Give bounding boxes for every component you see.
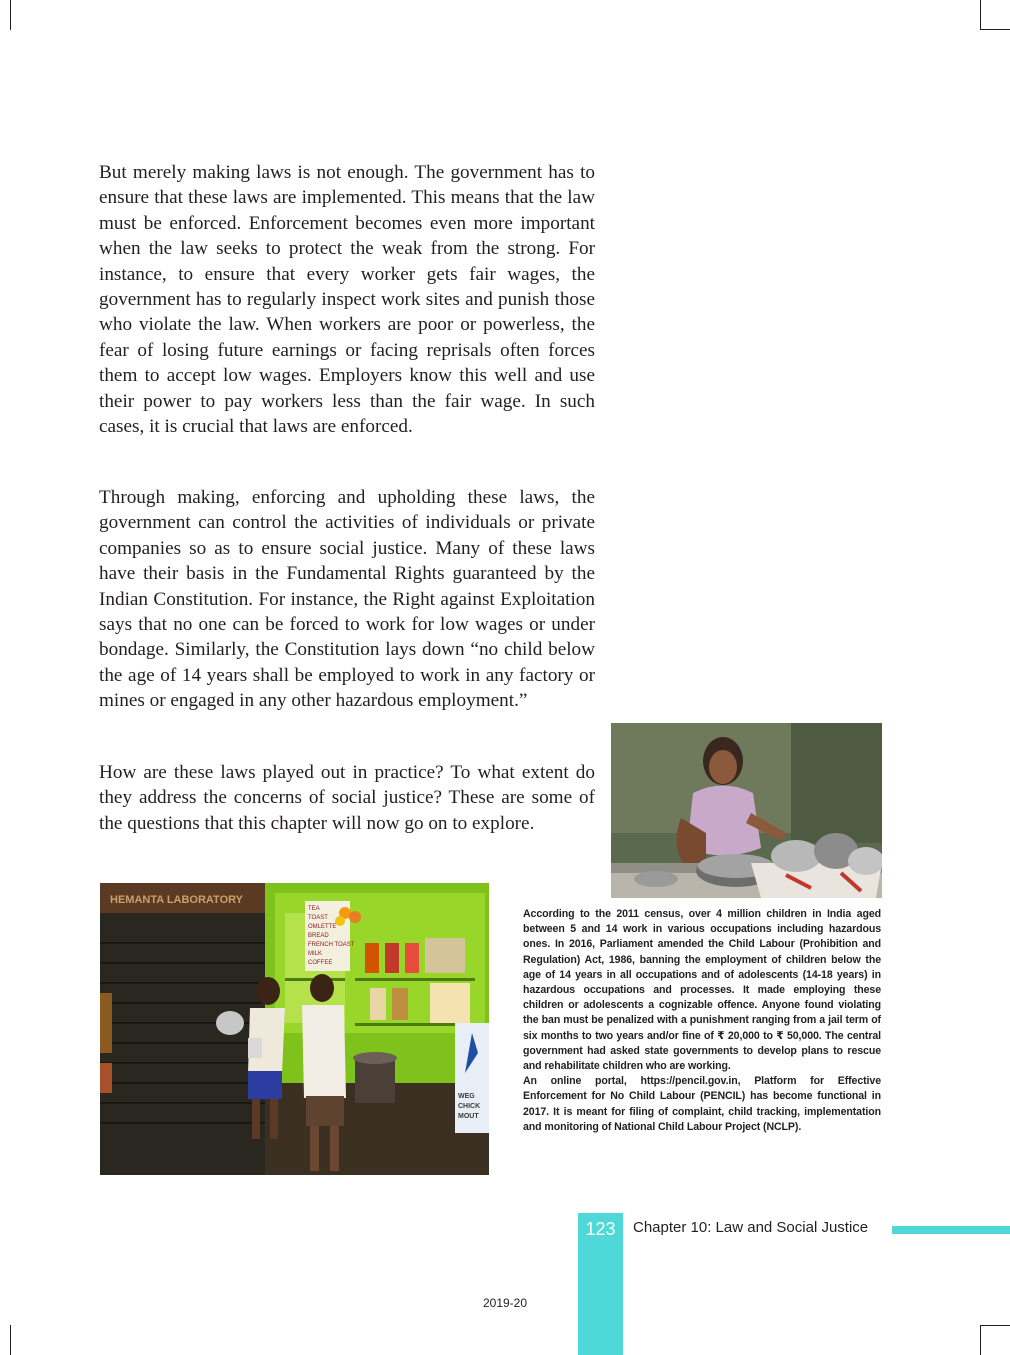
caption-paragraph-2: An online portal, https://pencil.gov.in, Platform for Effective Enforcement for No Child Labour (PENCIL) has become functional in 2017. It is meant for filing of complaint, child tracking, implementation and monitoring of National Child Labour Project (NCLP). (523, 1075, 881, 1133)
menu-item-french-toast: FRENCH TOAST (308, 942, 355, 948)
crop-mark-top-left (10, 0, 11, 30)
footer-accent-rule (892, 1226, 1010, 1234)
menu-item-tea: TEA (308, 906, 320, 912)
page-number: 123 (585, 1219, 616, 1239)
body-paragraph-3: How are these laws played out in practice? To what extent do they address the concerns of social justice? These are some of the questions that this chapter will now go on to explore. (99, 762, 595, 834)
side-sign-line-2: CHICK (458, 1103, 481, 1110)
photo-caption (523, 907, 881, 1135)
menu-item-toast: TOAST (308, 915, 328, 921)
photo-boys-tea-shop (100, 883, 489, 1175)
menu-item-coffee: COFFEE (308, 960, 333, 966)
crop-mark-bottom-right-h (980, 1325, 1010, 1326)
side-sign-line-1: WEG (458, 1093, 475, 1100)
side-sign-line-3: MOUT (458, 1113, 479, 1120)
crop-mark-bottom-right-v (980, 1325, 981, 1355)
crop-mark-bottom-left (10, 1325, 11, 1355)
body-paragraph-1: But merely making laws is not enough. The government has to ensure that these laws are implemented. This means that the law must be enforced. Enforcement becomes even more important when the law seeks to protect the weak from the strong. For instance, to ensure that every worker gets fair wages, the government has to regularly inspect work sites and punish those who violate the law. When workers are poor or powerless, the fear of losing future earnings or facing reprisals often forces them to accept low wages. Employers know this well and use their power to pay workers less than the fair wage. In such cases, it is crucial that laws are enforced. (99, 162, 595, 438)
photo-girl-washing-dishes (611, 723, 882, 898)
chapter-title: Chapter 10: Law and Social Justice (633, 1219, 869, 1236)
shop-signboard-text: HEMANTA LABORATORY (110, 894, 244, 906)
caption-paragraph-1: According to the 2011 census, over 4 million children in India aged between 5 and 14 work in various occupations including hazardous ones. In 2016, Parliament amended the Child Labour (Prohibition and Regulation) Act, 1986, banning the employment of children below the age of 14 years in all occupations and of adolescents (14-18 years) in hazardous occupations and processes. It made employing these children or adolescents a cognizable offence. Anyone found violating the ban must be penalized with a punishment ranging from a jail term of six months to two years and/or fine of ₹ 20,000 to ₹ 50,000. The central government had asked state governments to develop plans to rescue and rehabilitate children who are working. (523, 908, 881, 1073)
menu-item-milk: MILK (308, 951, 323, 957)
crop-mark-top-right-h (980, 29, 1010, 30)
menu-item-bread: BREAD (308, 933, 329, 939)
body-paragraph-2: Through making, enforcing and upholding these laws, the government can control the activities of individuals or private companies so as to ensure social justice. Many of these laws have their basis in the Fundamental Rights guaranteed by the Indian Constitution. For instance, the Right against Exploitation says that no one can be forced to work for low wages or under bondage. Similarly, the Constitution lays down “no child below the age of 14 years shall be employed to work in any factory or mines or engaged in any other hazardous employment.” (99, 487, 595, 712)
menu-item-omlette: OMLETTE (308, 924, 337, 930)
edition-year: 2019-20 (482, 1296, 528, 1310)
crop-mark-top-right-v (980, 0, 981, 30)
